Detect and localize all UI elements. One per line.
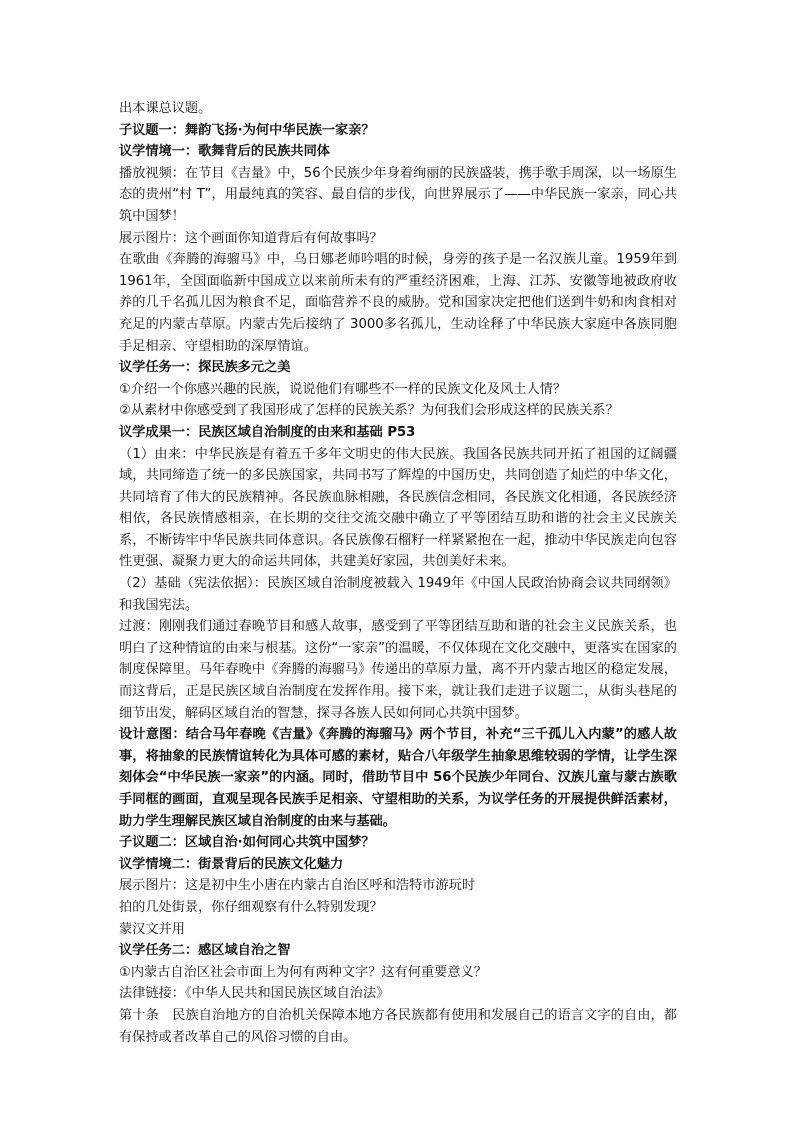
sub-topic-heading: 子议题二：区域自治·如何同心共筑中国梦？: [119, 835, 375, 851]
document-body: [119, 98, 677, 1048]
text-line: 展示图片：这个画面你知道背后有何故事吗？: [119, 230, 383, 246]
law-article-paragraph: 第十条 民族自治地方的自治机关保障本地方各民族都有使用和发展自己的语言文字的自由，都有保持或者改革自己的风俗习惯的自由。: [119, 1007, 677, 1045]
basis-paragraph: （2）基础（宪法依据）：民族区域自治制度被载入 1949年《中国人民政治协商会议共同纲领》和我国宪法。: [119, 576, 677, 613]
task-heading: 议学任务二：感区域自治之智: [119, 943, 291, 959]
video-paragraph: 播放视频：在节目《吉量》中，56个民族少年身着绚丽的民族盛装，携手歌手周深，以一场原生态的贵州“村 T”，用最纯真的笑容、最自信的步伐，向世界展示了——中华民族一家亲，同心共筑中国梦！: [119, 165, 677, 224]
text-line: 蒙汉文并用: [119, 921, 185, 937]
text-line: 出本课总议题。: [119, 101, 212, 116]
task-heading: 议学任务一：探民族多元之美: [119, 360, 291, 376]
question-item: ①介绍一个你感兴趣的民族，说说他们有哪些不一样的民族文化及风土人情？: [119, 381, 567, 397]
text-line: 法律链接：《中华人民共和国民族区域自治法》: [119, 986, 390, 1002]
transition-paragraph: 过渡：刚刚我们通过春晚节目和感人故事，感受到了平等团结互助和谐的社会主义民族关系，也明白了这种情谊的由来与根基。这份“一家亲”的温暖，不仅体现在文化交融中，更落实在国家的制度保障里。马年春晚中《奔腾的海骝马》传递出的草原力量，离不开内蒙古地区的稳定发展，而这背后，正是民族区域自治制度在发挥作用。接下来，就让我们走进子议题二，从街头巷尾的细节出发，解码区域自治的智慧，探寻各族人民如何同心共筑中国梦。: [119, 619, 677, 721]
question-item: ②从素材中你感受到了我国形成了怎样的民族关系？为何我们会形成这样的民族关系？: [119, 403, 619, 419]
result-heading: 议学成果一：民族区域自治制度的由来和基础 P53: [119, 424, 416, 440]
text-line: 展示图片：这是初中生小唐在内蒙古自治区呼和浩特市游玩时: [119, 878, 476, 894]
story-paragraph: 在歌曲《奔腾的海骝马》中，乌日娜老师吟唱的时候，身旁的孩子是一名汉族儿童。1959年到 1961年，全国面临新中国成立以来前所未有的严重经济困难，上海、江苏、安徽等地被政府收养的几千名孤儿因为粮食不足，面临营养不良的威胁。党和国家决定把他们送到牛奶和肉食相对充足的内蒙古草原。内蒙古先后接纳了 3000多名孤儿，生动诠释了中华民族大家庭中各族同胞手足相亲、守望相助的深厚情谊。: [119, 252, 677, 354]
sub-topic-heading: 子议题一：舞韵飞扬·为何中华民族一家亲？: [119, 122, 375, 138]
situation-heading: 议学情境一：歌舞背后的民族共同体: [119, 144, 330, 160]
situation-heading: 议学情境二：街景背后的民族文化魅力: [119, 856, 344, 872]
text-line: 拍的几处街景，你仔细观察有什么特别发现？: [119, 899, 383, 915]
question-item: ①内蒙古自治区社会市面上为何有两种文字？这有何重要意义？: [119, 964, 487, 980]
origin-paragraph: （1）由来：中华民族是有着五千多年文明史的伟大民族。我国各民族共同开拓了祖国的辽阔疆域，共同缔造了统一的多民族国家，共同书写了辉煌的中国历史，共同创造了灿烂的中华文化，共同培育了伟大的民族精神。各民族血脉相融，各民族信念相同，各民族文化相通，各民族经济相依，各民族情感相亲，在长期的交往交流交融中确立了平等团结互助和谐的社会主义民族关系，不断铸牢中华民族共同体意识。各民族像石榴籽一样紧紧抱在一起，推动中华民族走向包容性更强、凝聚力更大的命运共同体，共建美好家园，共创美好未来。: [119, 446, 677, 570]
design-intent-paragraph: 设计意图：结合马年春晚《吉量》《奔腾的海骝马》两个节目，补充“三千孤儿入内蒙”的感人故事，将抽象的民族情谊转化为具体可感的素材，贴合八年级学生抽象思维较弱的学情，让学生深刻体会“中华民族一家亲”的内涵。同时，借助节目中 56个民族少年同台、汉族儿童与蒙古族歌手同框的画面，直观呈现各民族手足相亲、守望相助的关系，为议学任务的开展提供鲜活素材，助力学生理解民族区域自治制度的由来与基础。: [119, 727, 677, 829]
